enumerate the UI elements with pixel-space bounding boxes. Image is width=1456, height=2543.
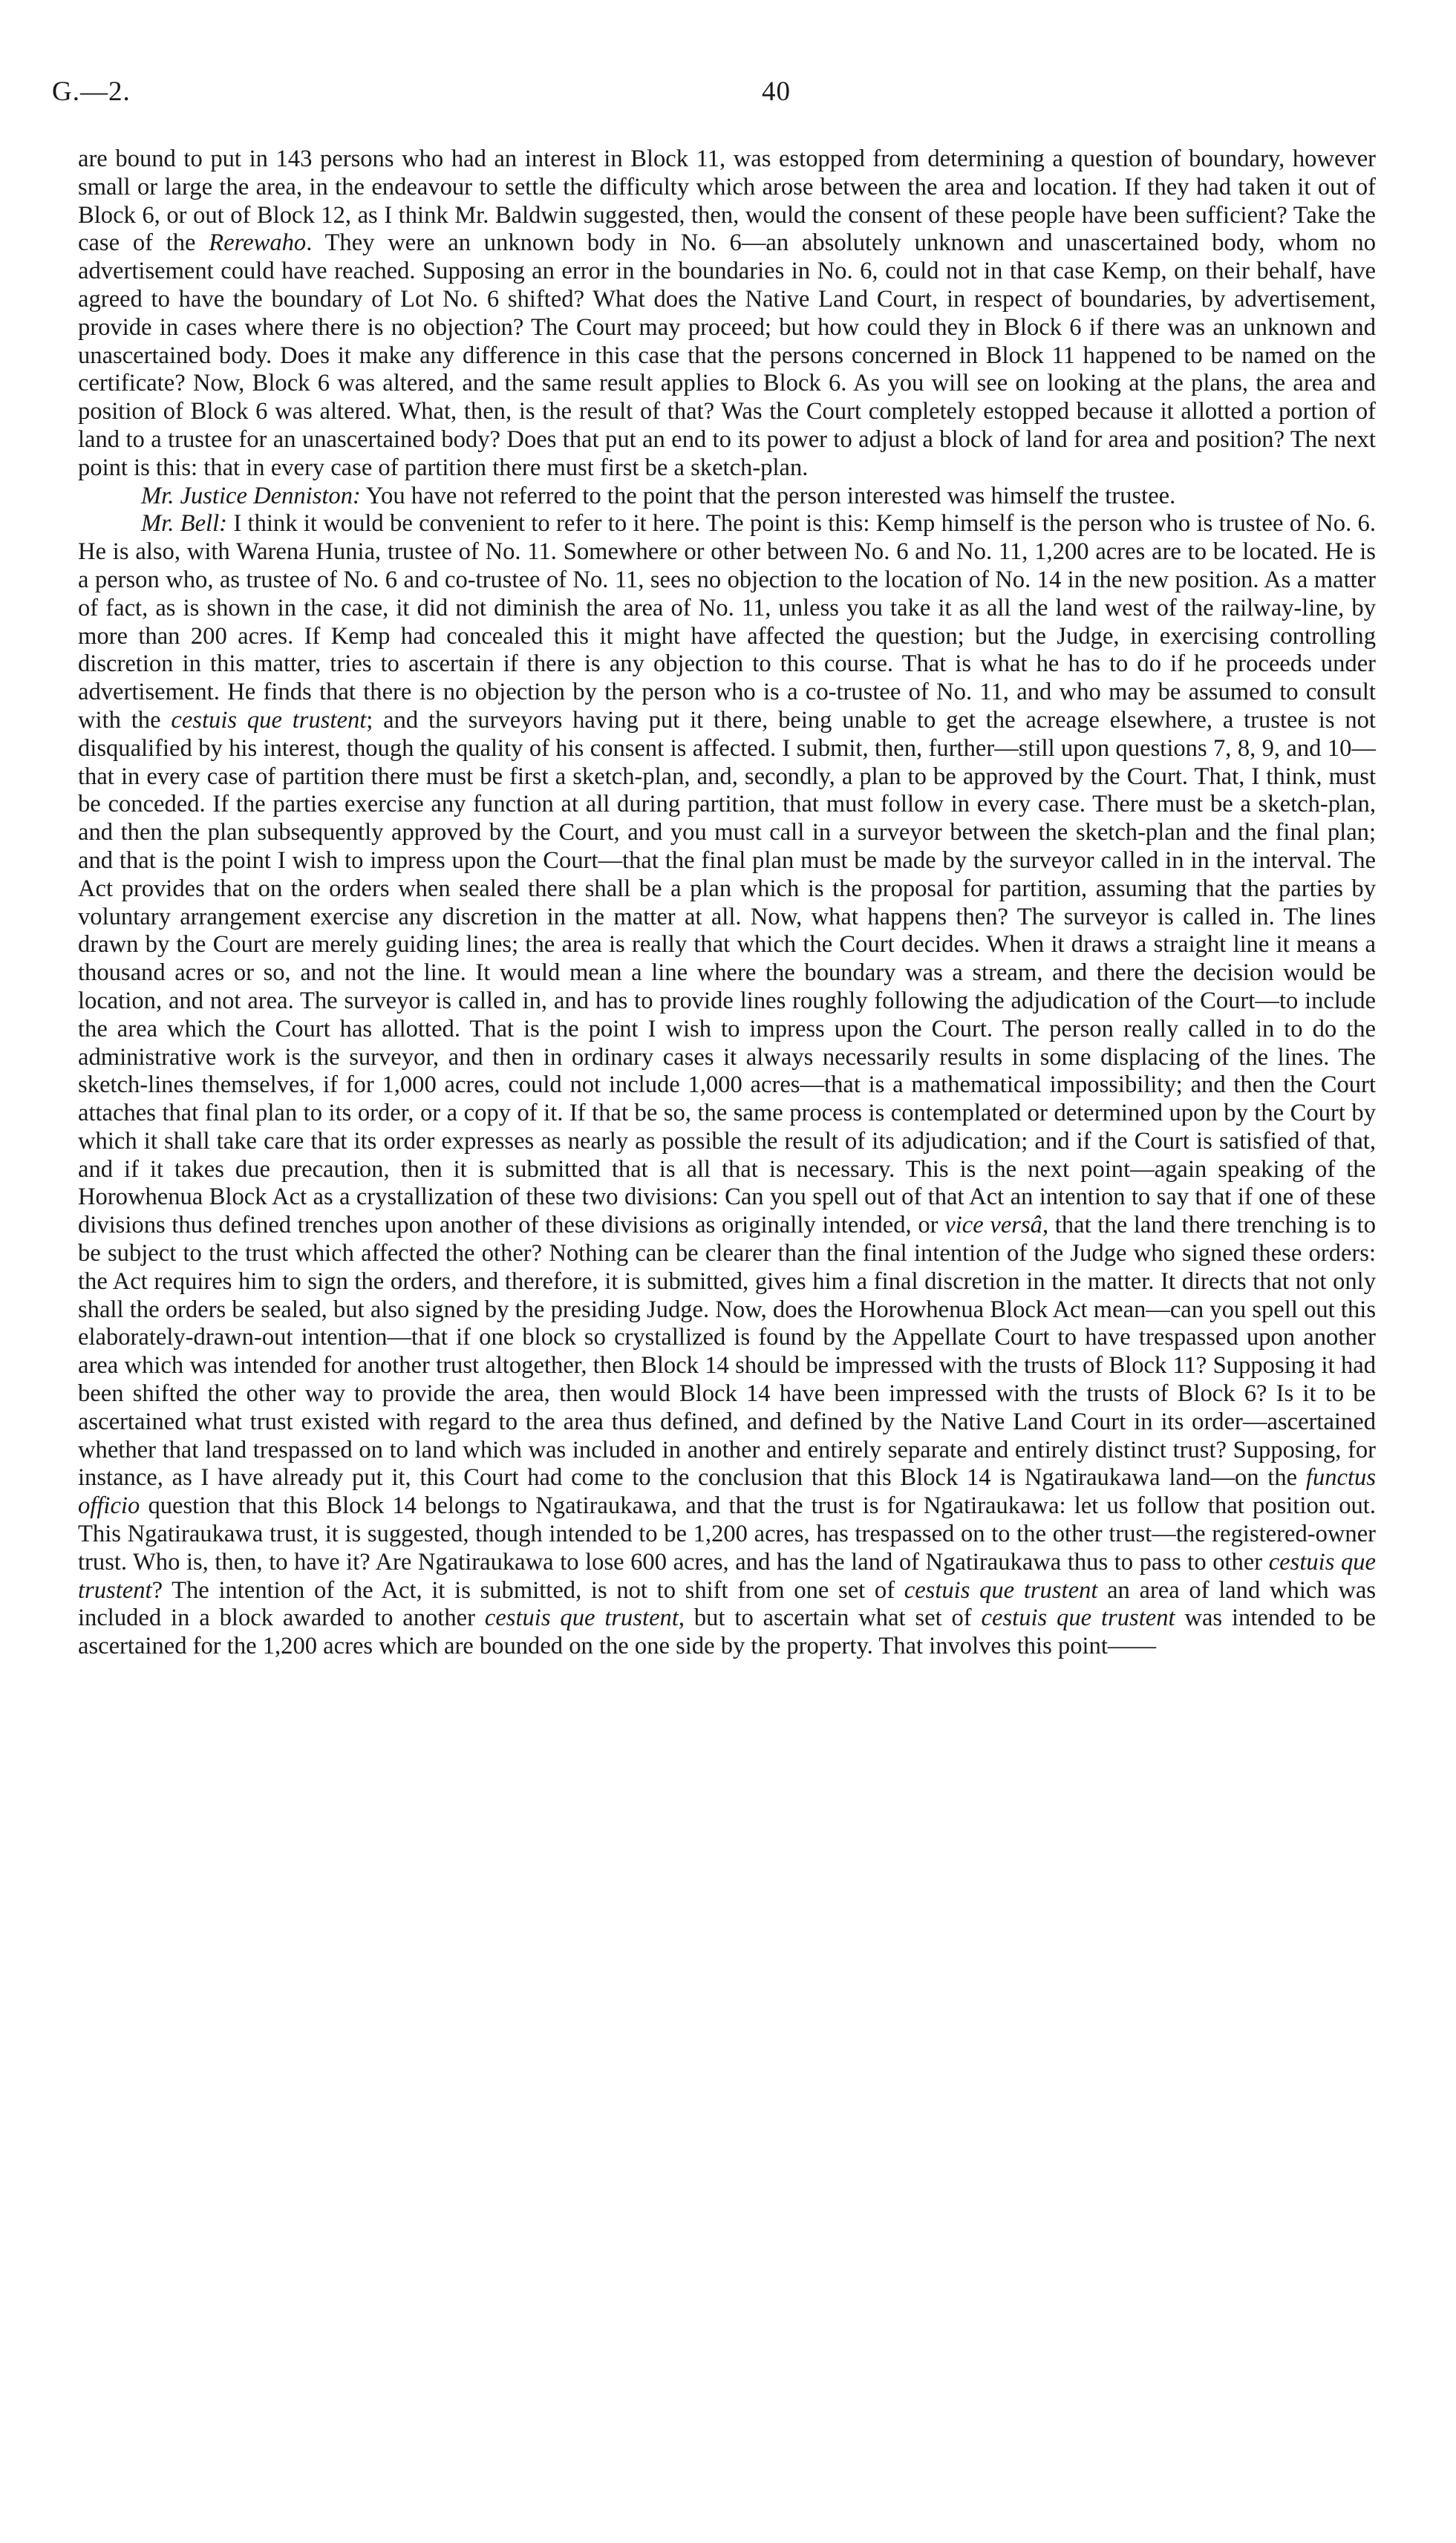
- text-run-italic: cestuis que trustent: [78, 1548, 1376, 1604]
- text-run: ? The intention of the Act, it is submitted, is not to shift from one set of: [151, 1576, 904, 1604]
- paragraph-mr-bell: [78, 510, 1376, 1661]
- document-reference: G.—2.: [52, 76, 131, 107]
- speaker-name: Mr. Bell:: [141, 510, 227, 538]
- text-run: You have not referred to the point that the person interested was himself the trustee.: [360, 482, 1176, 509]
- text-run: , that the land there trenching is to be subject to the trust which affected the other? Nothing can be clearer than the final intention of the Judge who signed these orders: the Act requires him to sign the orders, and therefore, it is submitted, gives him a final discretion in the matter. It directs that not only shall the orders be sealed, but also signed by the presiding Judge. Now, does the Horowhenua Block Act mean—can you spell out this elaborately-drawn-out intention—that if one block so crystallized is found by the Appellate Court to have trespassed upon another area which was intended for another trust altogether, then Block 14 should be impressed with the trusts of Block 11? Supposing it had been shifted the other way to provide the area, then would Block 14 have been impressed with the trusts of Block 6? Is it to be ascertained what trust existed with regard to the area thus defined, and defined by the Native Land Court in its order—ascertained whether that land trespassed on to land which was included in another and entirely separate and entirely distinct trust? Supposing, for instance, as I have already put it, this Court had come to the conclusion that this Block 14 is Ngatiraukawa land—on the: [78, 1212, 1376, 1492]
- paragraph-continuation: [78, 146, 1376, 483]
- text-run-italic: Rerewaho: [209, 229, 307, 257]
- text-run: was intended to be ascertained for the 1,200 acres which are bounded on the one side by the property. That involves this point——: [78, 1605, 1377, 1660]
- text-run: ; and the surveyors having put it there, being unable to get the acreage elsewhere, a trustee is not disqualified by his interest, though the quality of his consent is affected. I submit, then, further—still upon questions 7, 8, 9, and 10—that in every case of partition there must be first a sketch-plan, and, secondly, a plan to be approved by the Court. That, I think, must be conceded. If the parties exercise any function at all during partition, that must follow in every case. There must be a sketch-plan, and then the plan subsequently approved by the Court, and you must call in a surveyor between the sketch-plan and the final plan; and that is the point I wish to impress upon the Court—that the final plan must be made by the surveyor called in in the interval. The Act provides that on the orders when sealed there shall be a plan which is the proposal for partition, assuming that the parties by voluntary arrangement exercise any discretion in the matter at all. Now, what happens then? The surveyor is called in. The lines drawn by the Court are merely guiding lines; the area is really that which the Court decides. When it draws a straight line it means a thousand acres or so, and not the line. It would mean a line where the boundary was a stream, and there the decision would be location, and not area. The surveyor is called in, and has to provide lines roughly following the adjudication of the Court—to include the area which the Court has allotted. That is the point I wish to impress upon the Court. The person really called in to do the administrative work is the surveyor, and then in ordinary cases it always necessarily results in some displacing of the lines. The sketch-lines themselves, if for 1,000 acres, could not include 1,000 acres—that is a mathematical impossibility; and then the Court attaches that final plan to its order, or a copy of it. If that be so, the same process is contemplated or determined upon by the Court by which it shall take care that its order expresses as nearly as possible the result of its adjudication; and if the Court is satisfied of that, and if it takes due precaution, then it is submitted that is all that is necessary. This is the next point—again speaking of the Horowhenua Block Act as a crystallization of these two divisions: Can you spell out of that Act an intention to say that if one of these divisions thus defined trenches upon another of these divisions as originally intended, or: [78, 706, 1376, 1239]
- text-run: . They were an unknown body in No. 6—an absolutely unknown and unascertained body, whom no advertisement could have reached. Supposing an error in the boundaries in No. 6, could not in that case Kemp, on their behalf, have agreed to have the boundary of Lot No. 6 shifted? What does the Native Land Court, in respect of boundaries, by advertisement, provide in cases where there is no objection? The Court may proceed; but how could they in Block 6 if there was an unknown and unascertained body. Does it make any difference in this case that the persons concerned in Block 11 happened to be named on the certificate? Now, Block 6 was altered, and the same result applies to Block 6. As you will see on looking at the plans, the area and position of Block 6 was altered. What, then, is the result of that? Was the Court completely estopped because it allotted a portion of land to a trustee for an unascertained body? Does that put an end to its power to adjust a block of land for area and position? The next point is this: that in every case of partition there must first be a sketch-plan.: [78, 229, 1376, 481]
- text-run-italic: cestuis que trustent: [484, 1605, 679, 1632]
- speaker-name: Mr. Justice Denniston:: [141, 482, 361, 509]
- text-run-italic: cestuis que trustent: [981, 1605, 1175, 1632]
- text-run-italic: functus officio: [78, 1464, 1376, 1520]
- paragraph-justice-denniston: [78, 483, 1376, 511]
- text-run-italic: vice versâ: [944, 1212, 1042, 1239]
- body-text: [78, 146, 1376, 1661]
- text-run: I think it would be convenient to refer to it here. The point is this: Kemp himself is the person who is trustee of No. 6. He is also, with Warena Hunia, trustee of No. 11. Somewhere or other between No. 6 and No. 11, 1,200 acres are to be located. He is a person who, as trustee of No. 6 and co-trustee of No. 11, sees no objection to the location of No. 14 in the new position. As a matter of fact, as is shown in the case, it did not diminish the area of No. 11, unless you take it as all the land west of the railway-line, by more than 200 acres. If Kemp had concealed this it might have affected the question; but the Judge, in exercising controlling discretion in this matter, tries to ascertain if there is any objection to this course. That is what he has to do if he proceeds under advertisement. He finds that there is no objection by the person who is a co-trustee of No. 11, and who may be assumed to consult with the: [78, 510, 1376, 734]
- text-run: question that this Block 14 belongs to Ngatiraukawa, and that the trust is for Ngatiraukawa: let us follow that position out. This Ngatiraukawa trust, it is suggested, though intended to be 1,200 acres, has trespassed on to the other trust—the registered-owner trust. Who is, then, to have it? Are Ngatiraukawa to lose 600 acres, and has the land of Ngatiraukawa thus to pass to other: [78, 1492, 1376, 1576]
- text-run: are bound to put in 143 persons who had an interest in Block 11, was estopped from determining a question of boundary, however small or large the area, in the endeavour to settle the difficulty which arose between the area and location. If they had taken it out of Block 6, or out of Block 12, as I think Mr. Baldwin suggested, then, would the consent of these people have been sufficient? Take the case of the: [78, 146, 1376, 257]
- page-number: 40: [762, 76, 791, 107]
- text-run: an area of land which was included in a block awarded to another: [78, 1576, 1376, 1632]
- text-run-italic: cestuis que trustent: [904, 1576, 1098, 1604]
- text-run: , but to ascertain what set of: [678, 1605, 982, 1632]
- text-run-italic: cestuis que trustent: [171, 706, 367, 734]
- page-header: [52, 68, 1374, 113]
